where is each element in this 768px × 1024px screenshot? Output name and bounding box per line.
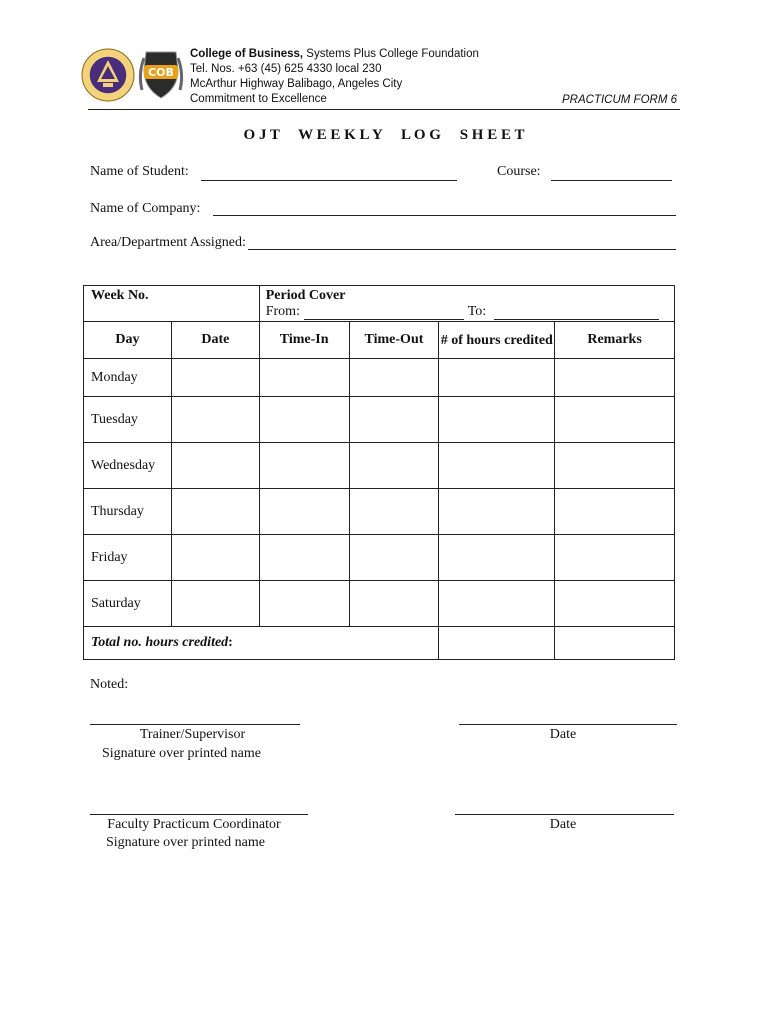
day-cell: Tuesday (84, 397, 172, 443)
trainer-date-label: Date (549, 727, 577, 742)
period-cover-cell (259, 286, 674, 322)
cob-logo (136, 46, 186, 104)
remarks-cell[interactable] (555, 581, 675, 627)
time-in-cell[interactable] (259, 443, 349, 489)
day-cell: Thursday (84, 489, 172, 535)
time-in-cell[interactable] (259, 489, 349, 535)
day-cell: Friday (84, 535, 172, 581)
total-row (84, 627, 675, 660)
day-cell: Wednesday (84, 443, 172, 489)
week-no-cell[interactable] (84, 286, 260, 322)
remarks-cell[interactable] (555, 535, 675, 581)
time-out-cell[interactable] (349, 443, 439, 489)
company-label: Name of Company: (90, 201, 201, 216)
time-out-cell[interactable] (349, 359, 439, 397)
remarks-cell[interactable] (555, 397, 675, 443)
date-cell[interactable] (171, 535, 259, 581)
table-row (84, 359, 675, 397)
day-cell: Monday (84, 359, 172, 397)
student-name-field[interactable] (201, 180, 457, 181)
remarks-cell[interactable] (555, 359, 675, 397)
time-out-cell[interactable] (349, 581, 439, 627)
col-time-in: Time-In (259, 322, 349, 359)
remarks-cell[interactable] (555, 489, 675, 535)
log-table (83, 285, 675, 660)
hours-cell[interactable] (439, 581, 555, 627)
from-label: From: (265, 304, 300, 319)
area-label: Area/Department Assigned: (90, 235, 246, 250)
company-field[interactable] (213, 215, 676, 216)
trainer-sub-label: Signature over printed name (102, 746, 262, 761)
coordinator-date-label: Date (549, 817, 577, 832)
date-cell[interactable] (171, 443, 259, 489)
to-label: To: (467, 304, 487, 319)
noted-label: Noted: (90, 677, 129, 692)
col-day: Day (84, 322, 172, 359)
coordinator-signature-line[interactable] (90, 814, 308, 815)
total-hours-cell[interactable] (439, 627, 555, 660)
period-cover-label: Period Cover (265, 288, 346, 303)
hours-cell[interactable] (439, 359, 555, 397)
address: McArthur Highway Balibago, Angeles City (190, 78, 403, 90)
page-title: O J T W E E K L Y L O G S H E E T (243, 127, 525, 143)
table-row (84, 489, 675, 535)
time-in-cell[interactable] (259, 581, 349, 627)
motto: Commitment to Excellence (190, 93, 327, 105)
coordinator-sub-label: Signature over printed name (106, 835, 266, 850)
total-remarks-cell[interactable] (555, 627, 675, 660)
systems-plus-seal (81, 48, 135, 102)
svg-text:COB: COB (148, 66, 174, 79)
coordinator-label: Faculty Practicum Coordinator (107, 817, 281, 832)
time-out-cell[interactable] (349, 535, 439, 581)
college-name: College of Business, Systems Plus College Foundation (190, 48, 479, 60)
hours-cell[interactable] (439, 535, 555, 581)
to-field[interactable] (494, 319, 659, 320)
hours-cell[interactable] (439, 443, 555, 489)
table-row (84, 535, 675, 581)
hours-cell[interactable] (439, 397, 555, 443)
col-time-out: Time-Out (349, 322, 439, 359)
date-cell[interactable] (171, 359, 259, 397)
col-remarks: Remarks (555, 322, 675, 359)
table-row (84, 397, 675, 443)
day-cell: Saturday (84, 581, 172, 627)
course-field[interactable] (551, 180, 672, 181)
telephone: Tel. Nos. +63 (45) 625 4330 local 230 (190, 63, 382, 75)
time-in-cell[interactable] (259, 359, 349, 397)
date-cell[interactable] (171, 397, 259, 443)
date-cell[interactable] (171, 489, 259, 535)
from-field[interactable] (304, 319, 464, 320)
trainer-signature-line[interactable] (90, 724, 300, 725)
week-no-label: Week No. (91, 288, 149, 303)
coordinator-date-line[interactable] (455, 814, 674, 815)
table-row (84, 443, 675, 489)
time-in-cell[interactable] (259, 397, 349, 443)
hours-cell[interactable] (439, 489, 555, 535)
table-row (84, 581, 675, 627)
time-out-cell[interactable] (349, 489, 439, 535)
time-out-cell[interactable] (349, 397, 439, 443)
area-field[interactable] (248, 249, 676, 250)
total-label: Total no. hours credited: (84, 627, 439, 660)
time-in-cell[interactable] (259, 535, 349, 581)
column-header-row (84, 322, 675, 359)
trainer-label: Trainer/Supervisor (139, 727, 246, 742)
col-date: Date (171, 322, 259, 359)
col-hours-credited: # of hours credited (439, 322, 555, 359)
form-label: PRACTICUM FORM 6 (562, 94, 677, 106)
course-label: Course: (497, 164, 541, 179)
date-cell[interactable] (171, 581, 259, 627)
header-rule (88, 109, 680, 110)
remarks-cell[interactable] (555, 443, 675, 489)
student-label: Name of Student: (90, 164, 189, 179)
trainer-date-line[interactable] (459, 724, 677, 725)
